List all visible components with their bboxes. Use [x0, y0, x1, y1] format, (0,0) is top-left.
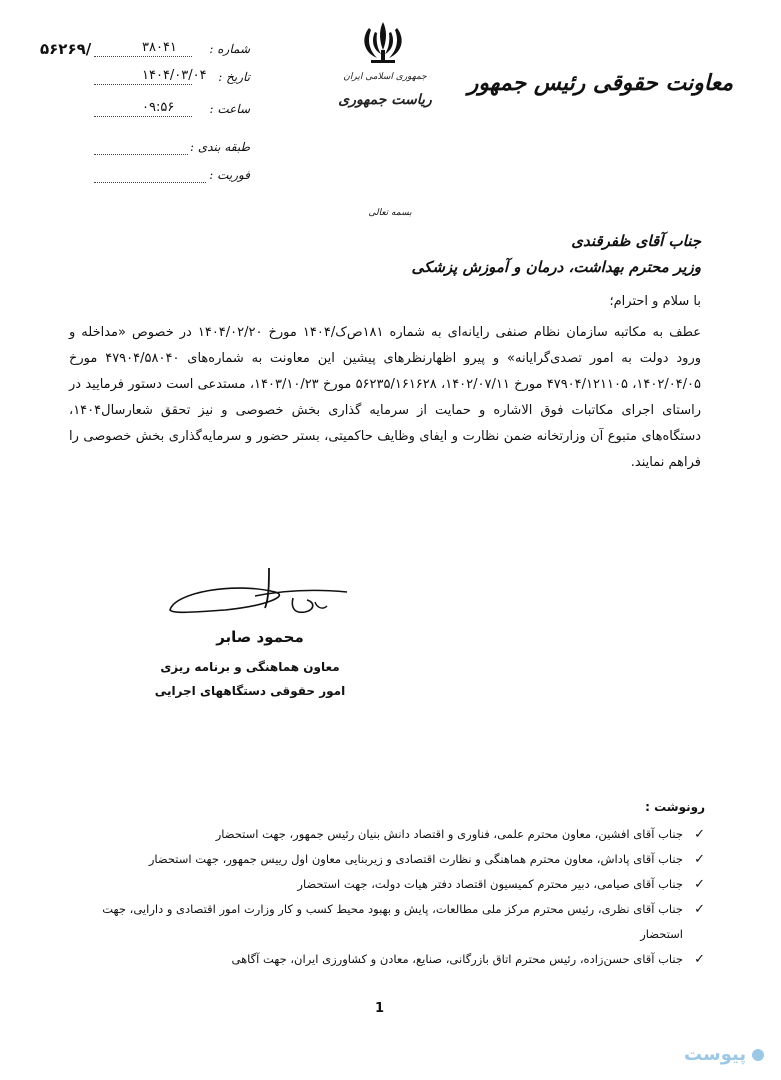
meta-number-row	[90, 40, 250, 60]
cc-item-text: جناب آقای افشین، معاون محترم علمی، فناوری و اقتصاد دانش بنیان رئیس جمهور، جهت استحضار	[215, 827, 683, 841]
checkmark-icon: ✓	[694, 877, 705, 892]
watermark-dot-icon	[752, 1049, 764, 1061]
cc-item-text: جناب آقای حسن‌زاده، رئیس محترم اتاق بازرگانی، صنایع، معادن و کشاورزی ایران، جهت آگاهی	[231, 952, 683, 966]
cc-item-text: جناب آقای نظری، رئیس محترم مرکز ملی مطالعات، پایش و بهبود محیط کسب و کار وزارت امور اقتصادی و دارایی، جهت استحضار	[102, 902, 683, 941]
meta-date-row	[90, 68, 250, 88]
meta-class-label: طبقه بندی :	[190, 140, 250, 154]
meta-time-dots	[94, 116, 192, 117]
meta-class-row	[90, 138, 250, 158]
cc-item	[75, 822, 705, 847]
greeting: با سلام و احترام؛	[609, 294, 701, 309]
meta-number-label: شماره :	[209, 42, 250, 56]
cc-item	[75, 872, 705, 897]
letter-paragraph: عطف به مکاتبه سازمان نظام صنفی رایانه‌ای به شماره ۱۸۱ص‌ک/۱۴۰۴ مورخ ۱۴۰۴/۰۲/۲۰ در خصوص «مداخله و ورود دولت به امور تصدی‌گرایانه» و پیرو اظهارنظرهای پیشین این معاونت به شماره‌های ۴۷۹۰۴/۵۸۰۴۰ مورخ ۱۴۰۲/۰۴/۰۵، ۴۷۹۰۴/۱۲۱۱۰۵ مورخ ۱۴۰۲/۰۷/۱۱، ۵۶۲۳۵/۱۶۱۶۲۸ مورخ ۱۴۰۳/۱۰/۲۳، مستدعی است دستور فرمایید در راستای اجرای مکاتبات فوق الاشاره و حمایت از سرمایه گذاری بخش خصوصی و نیز تحقق شعارسال۱۴۰۴، دستگاه‌های متبوع آن وزارتخانه ضمن نظارت و ایفای وظایف حاکمیتی، بستر حضور و سرمایه‌گذاری بخش خصوصی را فراهم نمایند.	[69, 325, 702, 470]
organization-title: معاونت حقوقی رئیس جمهور	[467, 70, 733, 96]
meta-date-value: ۱۴۰۴/۰۳/۰۴	[142, 68, 207, 83]
watermark-text: پیوست	[684, 1044, 747, 1065]
basmala: بسمه تعالی	[368, 208, 412, 218]
left-reference-number: ۵۶۲۶۹/	[40, 40, 92, 58]
signatory-role-2: امور حقوقی دستگاههای اجرایی	[154, 684, 346, 698]
meta-date-label: تاریخ :	[218, 70, 250, 84]
checkmark-icon: ✓	[694, 827, 705, 842]
addressee-name: جناب آقای ظفرقندی	[571, 232, 701, 250]
cc-list	[75, 822, 705, 972]
signatory-role-1: معاون هماهنگی و برنامه ریزی	[160, 660, 340, 674]
cc-item	[75, 947, 705, 972]
cc-title: رونوشت :	[645, 800, 705, 814]
meta-time-label: ساعت :	[209, 102, 250, 116]
watermark	[684, 1044, 764, 1065]
meta-number-value: ۳۸۰۴۱	[142, 40, 177, 55]
signatory-name: محمود صابر	[216, 628, 304, 646]
cc-item-text: جناب آقای پاداش، معاون محترم هماهنگی و نظارت اقتصادی و زیربنایی معاون اول رییس جمهور، جهت استحضار	[148, 852, 683, 866]
meta-time-row	[90, 100, 250, 120]
cc-item	[75, 897, 705, 947]
checkmark-icon: ✓	[694, 902, 705, 917]
cc-item-text: جناب آقای صیامی، دبیر محترم کمیسیون اقتصاد دفتر هیات دولت، جهت استحضار	[297, 877, 683, 891]
meta-date-dots	[94, 84, 192, 85]
meta-time-value: ۰۹:۵۶	[142, 100, 175, 115]
meta-urgency-label: فوریت :	[209, 168, 250, 182]
meta-number-dots	[94, 56, 192, 57]
emblem-caption: جمهوری اسلامی ایران	[343, 72, 427, 82]
meta-urgency-row	[90, 166, 250, 186]
meta-urgency-dots	[94, 182, 206, 183]
presidency-title: ریاست جمهوری	[338, 92, 432, 108]
checkmark-icon: ✓	[694, 952, 705, 967]
page-number: 1	[375, 1001, 385, 1016]
iran-emblem-icon	[357, 20, 409, 66]
checkmark-icon: ✓	[694, 852, 705, 867]
addressee-title: وزیر محترم بهداشت، درمان و آموزش پزشکی	[411, 258, 701, 276]
cc-item	[75, 847, 705, 872]
handwritten-signature	[165, 562, 350, 624]
meta-class-dots	[94, 154, 188, 155]
